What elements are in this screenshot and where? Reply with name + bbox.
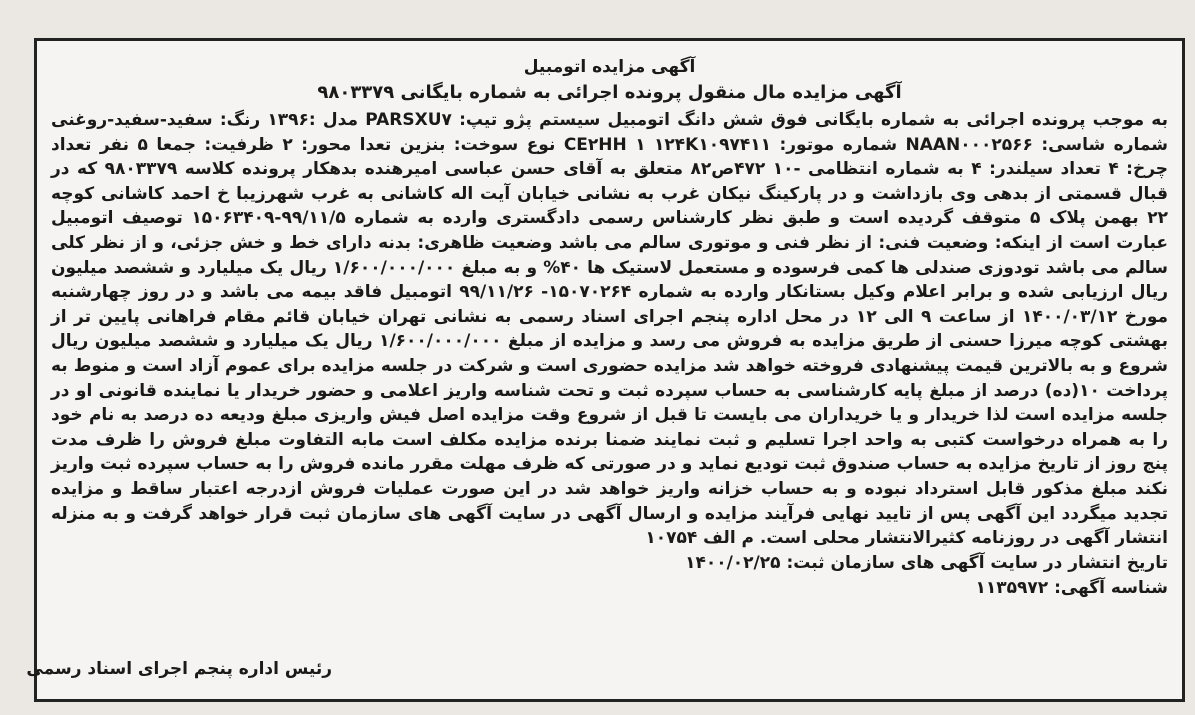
notice-id: شناسه آگهی: ۱۱۳۵۹۷۲: [975, 577, 1168, 598]
notice-subtitle: آگهی مزایده مال منقول پرونده اجرائی به شماره بایگانی ۹۸۰۳۳۷۹: [317, 82, 902, 103]
signature: رئیس اداره پنجم اجرای اسناد رسمی: [26, 659, 332, 679]
notice-body: به موجب پرونده اجرائی به شماره بایگانی فوق شش دانگ اتومبیل سیستم پژو تیپ: PARSXU۷ مدل :۱۳۹۶ رنگ: سفید-سفید-روغنی شماره شاسی: NAAN۰۰۰۲۵۶۶ شماره موتور: CE۲HH ۱ ۱۲۴K۱۰۹۷۴۱۱ نوع سوخت: بنزین تعدا محور: ۲ ظرفیت: جمعا ۵ نفر تعداد چرخ: ۴ تعداد سیلندر: ۴ به شماره انتظامی -۱۰ ۴۷۲ص۸۲ متعلق به آقای حسن عباسی امیرهنده بدهکار پرونده کلاسه ۹۸۰۳۳۷۹ که در قبال قسمتی از بدهی وی بازداشت و در پارکینگ نیکان غرب به نشانی خیابان آیت اله کاشانی به غرب شهرزیبا خ احمد کاشانی کوچه ۲۲ بهمن پلاک ۵ متوقف گردیده است و طبق نظر کارشناس رسمی دادگستری وارده به شماره ۹۹/۱۱/۵-۱۵۰۶۳۴۰۹ توصیف اتومبیل عبارت است از اینکه: وضعیت فنی: از نظر فنی و موتوری سالم می باشد وضعیت ظاهری: بدنه دارای خط و خش جزئی، و از نظر کلی سالم می باشد تودوزی صندلی ها کمی فرسوده و مستعمل لاستیک ها ۴۰% و به مبلغ ۱/۶۰۰/۰۰۰/۰۰۰ ریال یک میلیارد و ششصد میلیون ریال ارزیابی شده و برابر اعلام وکیل بستانکار وارده به شماره ۱۵۰۷۰۲۶۴- ۹۹/۱۱/۲۶ اتومبیل فاقد بیمه می باشد و در روز چهارشنبه مورخ ۱۴۰۰/۰۳/۱۲ از ساعت ۹ الی ۱۲ در محل اداره پنجم اجرای اسناد رسمی به نشانی تهران خیابان قائم مقام فراهانی پایین تر از بهشتی کوچه میرزا حسنی از طریق مزایده به فروش می رسد و مزایده از مبلغ ۱/۶۰۰/۰۰۰/۰۰۰ ریال یک میلیارد و ششصد میلیون ریال شروع و به بالاترین قیمت پیشنهادی فروخته خواهد شد مزایده حضوری است و شرکت در جلسه مزایده برای عموم آزاد است و منوط به پرداخت ۱۰(ده) درصد از مبلغ پایه کارشناسی به حساب سپرده ثبت و تحت شناسه واریز اعلامی و حضور خریدار یا نماینده قانونی او در جلسه مزایده است لذا خریدار و یا خریداران می بایست تا قبل از شروع وقت مزایده اصل فیش واریزی مبلغ ودیعه ده درصد به نام خود را به همراه درخواست کتبی به واحد اجرا تسلیم و ثبت نمایند ضمنا برنده مزایده مکلف است مابه التفاوت مبلغ فروش را ظرف مدت پنج روز از تاریخ مزایده به حساب صندوق ثبت تودیع نماید و در صورتی که ظرف مهلت مقرر مانده فروش را به حساب سپرده ثبت واریز نکند مبلغ مذکور قابل استرداد نبوده و به حساب خزانه واریز خواهد شد در این صورت عملیات فروش ازدرجه اعتبار ساقط و مزایده تجدید میگردد این آگهی پس از تایید نهایی فرآیند مزایده و ارسال آگهی در سایت آگهی های سازمان ثبت قرار خواهد گرفت و به منزله انتشار آگهی در روزنامه کثیرالانتشار محلی است. م الف ۱۰۷۵۴: [51, 110, 1169, 549]
publish-date: تاریخ انتشار در سایت آگهی های سازمان ثبت: ۱۴۰۰/۰۲/۲۵: [685, 552, 1168, 573]
notice-frame: [26, 38, 1185, 702]
notice-title: آگهی مزایده اتومبیل: [523, 57, 696, 77]
notice-content: [51, 55, 1168, 601]
